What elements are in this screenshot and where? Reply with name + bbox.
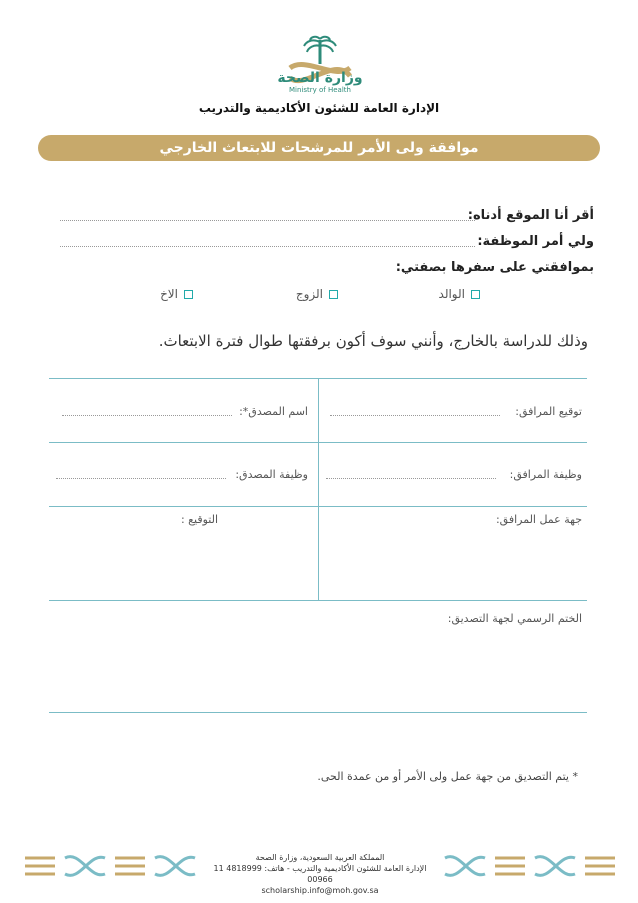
- signature-label: التوقيع :: [180, 513, 218, 526]
- capacity-label: بموافقتي على سفرها بصفتي:: [395, 260, 594, 275]
- footer-contact: [200, 852, 440, 896]
- footer-email[interactable]: scholarship.info@moh.gov.sa: [261, 886, 379, 895]
- official-stamp-label: الختم الرسمي لجهة التصديق:: [447, 612, 582, 625]
- option-husband[interactable]: [296, 286, 338, 302]
- option-brother[interactable]: [160, 286, 193, 302]
- companion-signature-label: توقيع المرافق:: [515, 405, 582, 418]
- companion-signature-field[interactable]: [330, 415, 500, 416]
- companion-employer-label: جهة عمل المرافق:: [495, 513, 582, 526]
- form-title: موافقة ولى الأمر للمرشحات للابتعاث الخارجي: [159, 140, 479, 156]
- checkbox-husband[interactable]: [329, 290, 338, 299]
- option-husband-label: الزوج: [295, 287, 323, 301]
- logo-arabic-text: وزارة الصحة: [277, 70, 363, 86]
- logo-english-text: Ministry of Health: [289, 86, 351, 94]
- checkbox-father[interactable]: [471, 290, 480, 299]
- companion-job-field[interactable]: [326, 478, 496, 479]
- employee-name-field[interactable]: [60, 246, 475, 247]
- certifier-name-field[interactable]: [62, 415, 232, 416]
- table-row-divider-3: [49, 600, 587, 601]
- statement-text: وذلك للدراسة بالخارج، وأنني سوف أكون برفقتها طوال فترة الابتعاث.: [158, 332, 588, 350]
- certifier-name-label: اسم المصدق*:: [239, 405, 308, 418]
- footer-pattern-left: [20, 850, 210, 882]
- footnote: * يتم التصديق من جهة عمل ولى الأمر أو من عمدة الحى.: [317, 770, 578, 783]
- option-father-label: الوالد: [438, 287, 465, 301]
- footer-pattern-right: [440, 850, 620, 882]
- certifier-job-label: وظيفة المصدق:: [235, 468, 308, 481]
- footer-line-2: الإدارة العامة للشئون الأكاديمية والتدريب - هاتف: 4818999 11 00966: [213, 864, 427, 884]
- certifier-job-field[interactable]: [56, 478, 226, 479]
- declarant-label: أقر أنا الموقع أدناه:: [467, 208, 594, 223]
- option-father[interactable]: [439, 286, 480, 302]
- companion-job-label: وظيفة المرافق:: [509, 468, 582, 481]
- table-column-divider: [318, 378, 319, 600]
- table-bottom-border: [49, 712, 587, 713]
- guardian-label: ولي أمر الموظفة:: [477, 234, 594, 249]
- option-brother-label: الاخ: [160, 287, 178, 301]
- footer-line-1: المملكة العربية السعودية، وزارة الصحة: [255, 853, 385, 862]
- checkbox-brother[interactable]: [184, 290, 193, 299]
- declarant-name-field[interactable]: [60, 220, 475, 221]
- department-name: الإدارة العامة للشئون الأكاديمية والتدريب: [198, 101, 440, 115]
